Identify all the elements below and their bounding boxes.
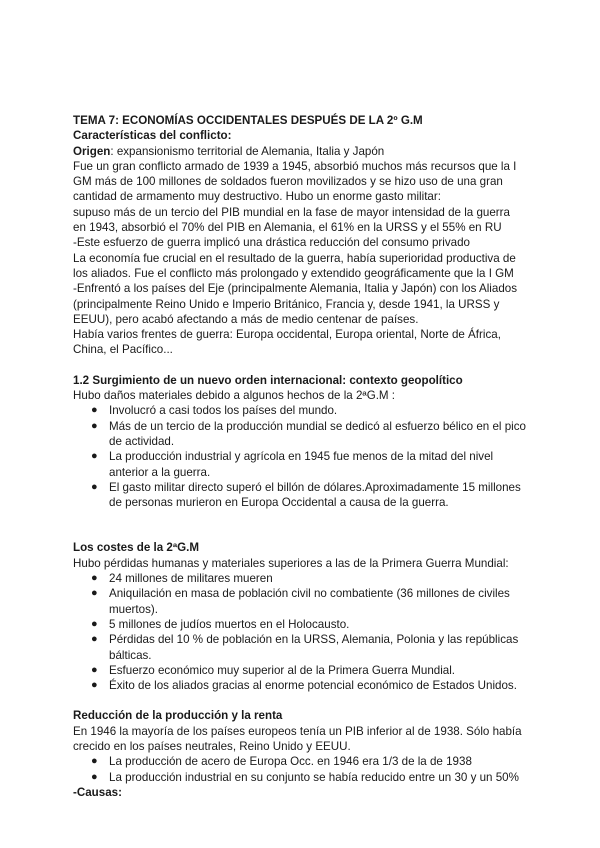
list-item: ● Pérdidas del 10 % de población en la URSS, Alemania, Polonia y las repúblicas bálticas. — [91, 633, 519, 662]
bullet-icon: ● — [91, 404, 98, 417]
bullet-list — [73, 571, 533, 693]
section-heading-nuevo-orden: 1.2 Surgimiento de un nuevo orden internacional: contexto geopolítico — [73, 373, 463, 387]
bullet-icon: ● — [91, 755, 98, 768]
document-page — [73, 113, 533, 800]
list-item: ● 24 millones de militares mueren — [91, 572, 273, 586]
paragraph: Fue un gran conflicto armado de 1939 a 1945, absorbió muchos más recursos que la I GM más de 100 millones de soldados fueron movilizados y se hizo uso de una gran cantidad de armamento muy destructivo. Hubo un enorme gasto militar: — [73, 159, 517, 204]
origen-text: : expansionismo territorial de Alemania, Italia y Japón — [110, 144, 385, 158]
document-title: TEMA 7: ECONOMÍAS OCCIDENTALES DESPUÉS DE LA 2º G.M — [73, 114, 423, 127]
section-intro: Hubo daños materiales debido a algunos hechos de la 2ªG.M : — [73, 389, 396, 403]
list-item: ● El gasto militar directo superó el billón de dólares.Aproximadamente 15 millones de personas murieron en Europa Occidental a causa de la guerra. — [91, 480, 521, 510]
list-item: ● Éxito de los aliados gracias al enorme potencial económico de Estados Unidos. — [91, 679, 517, 693]
bullet-icon: ● — [91, 572, 98, 585]
bullet-icon: ● — [91, 633, 98, 646]
list-item: ● La producción industrial y agrícola en 1945 fue menos de la mitad del nivel anterior a la guerra. — [91, 450, 494, 479]
bullet-icon: ● — [91, 587, 98, 600]
bullet-icon: ● — [91, 480, 98, 493]
section-heading-costes: Los costes de la 2ªG.M — [73, 541, 200, 555]
paragraph: en 1943, absorbió el 70% del PIB en Alemania, el 61% en la URSS y el 55% en RU — [73, 221, 502, 235]
section-heading-reduccion: Reducción de la producción y la renta — [73, 709, 283, 723]
paragraph: -Este esfuerzo de guerra implicó una drástica reducción del consumo privado — [73, 236, 470, 250]
bullet-icon: ● — [91, 770, 98, 783]
list-item: ● 5 millones de judíos muertos en el Holocausto. — [91, 617, 350, 631]
section-heading-caracteristicas: Características del conflicto: — [73, 129, 232, 143]
list-item: ● Más de un tercio de la producción mundial se dedicó al esfuerzo bélico en el pico de actividad. — [91, 419, 526, 448]
list-item: ● Involucró a casi todos los países del mundo. — [91, 404, 338, 418]
section-intro: En 1946 la mayoría de los países europeos tenía un PIB inferior al de 1938. Sólo había crecido en los países neutrales, Reino Unido y EEUU. — [73, 724, 522, 753]
causas-label: -Causas: — [73, 785, 122, 799]
bullet-list — [73, 403, 533, 510]
paragraph: Había varios frentes de guerra: Europa occidental, Europa oriental, Norte de África, China, el Pacífico... — [73, 328, 501, 357]
bullet-icon: ● — [91, 663, 98, 676]
paragraph: -Enfrentó a los países del Eje (principalmente Alemania, Italia y Japón) con los Aliados (principalmente Reino Unido e Imperio Británico, Francia y, desde 1941, la URSS y EEUU), pero acabó afectando a más de medio centenar de países. — [73, 282, 518, 326]
origen-label: Origen — [73, 144, 111, 158]
bullet-icon: ● — [91, 617, 98, 630]
paragraph: La economía fue crucial en el resultado de la guerra, había superioridad productiva de los aliados. Fue el conflicto más prolongado y extendido geográficamente que la I GM — [73, 251, 516, 280]
origen-line — [73, 144, 533, 159]
bullet-icon: ● — [91, 679, 98, 692]
list-item: ● La producción industrial en su conjunto se había reducido entre un 30 y un 50% — [91, 770, 519, 784]
section-intro: Hubo pérdidas humanas y materiales superiores a las de la Primera Guerra Mundial: — [73, 556, 509, 570]
paragraph: supuso más de un tercio del PIB mundial en la fase de mayor intensidad de la guerra — [73, 205, 510, 219]
bullet-list — [73, 754, 533, 785]
bullet-icon: ● — [91, 450, 98, 463]
list-item: ● Aniquilación en masa de población civil no combatiente (36 millones de civiles muertos). — [91, 587, 510, 616]
bullet-icon: ● — [91, 419, 98, 432]
list-item: ● La producción de acero de Europa Occ. en 1946 era 1/3 de la de 1938 — [91, 755, 472, 769]
list-item: ● Esfuerzo económico muy superior al de la Primera Guerra Mundial. — [91, 663, 456, 677]
